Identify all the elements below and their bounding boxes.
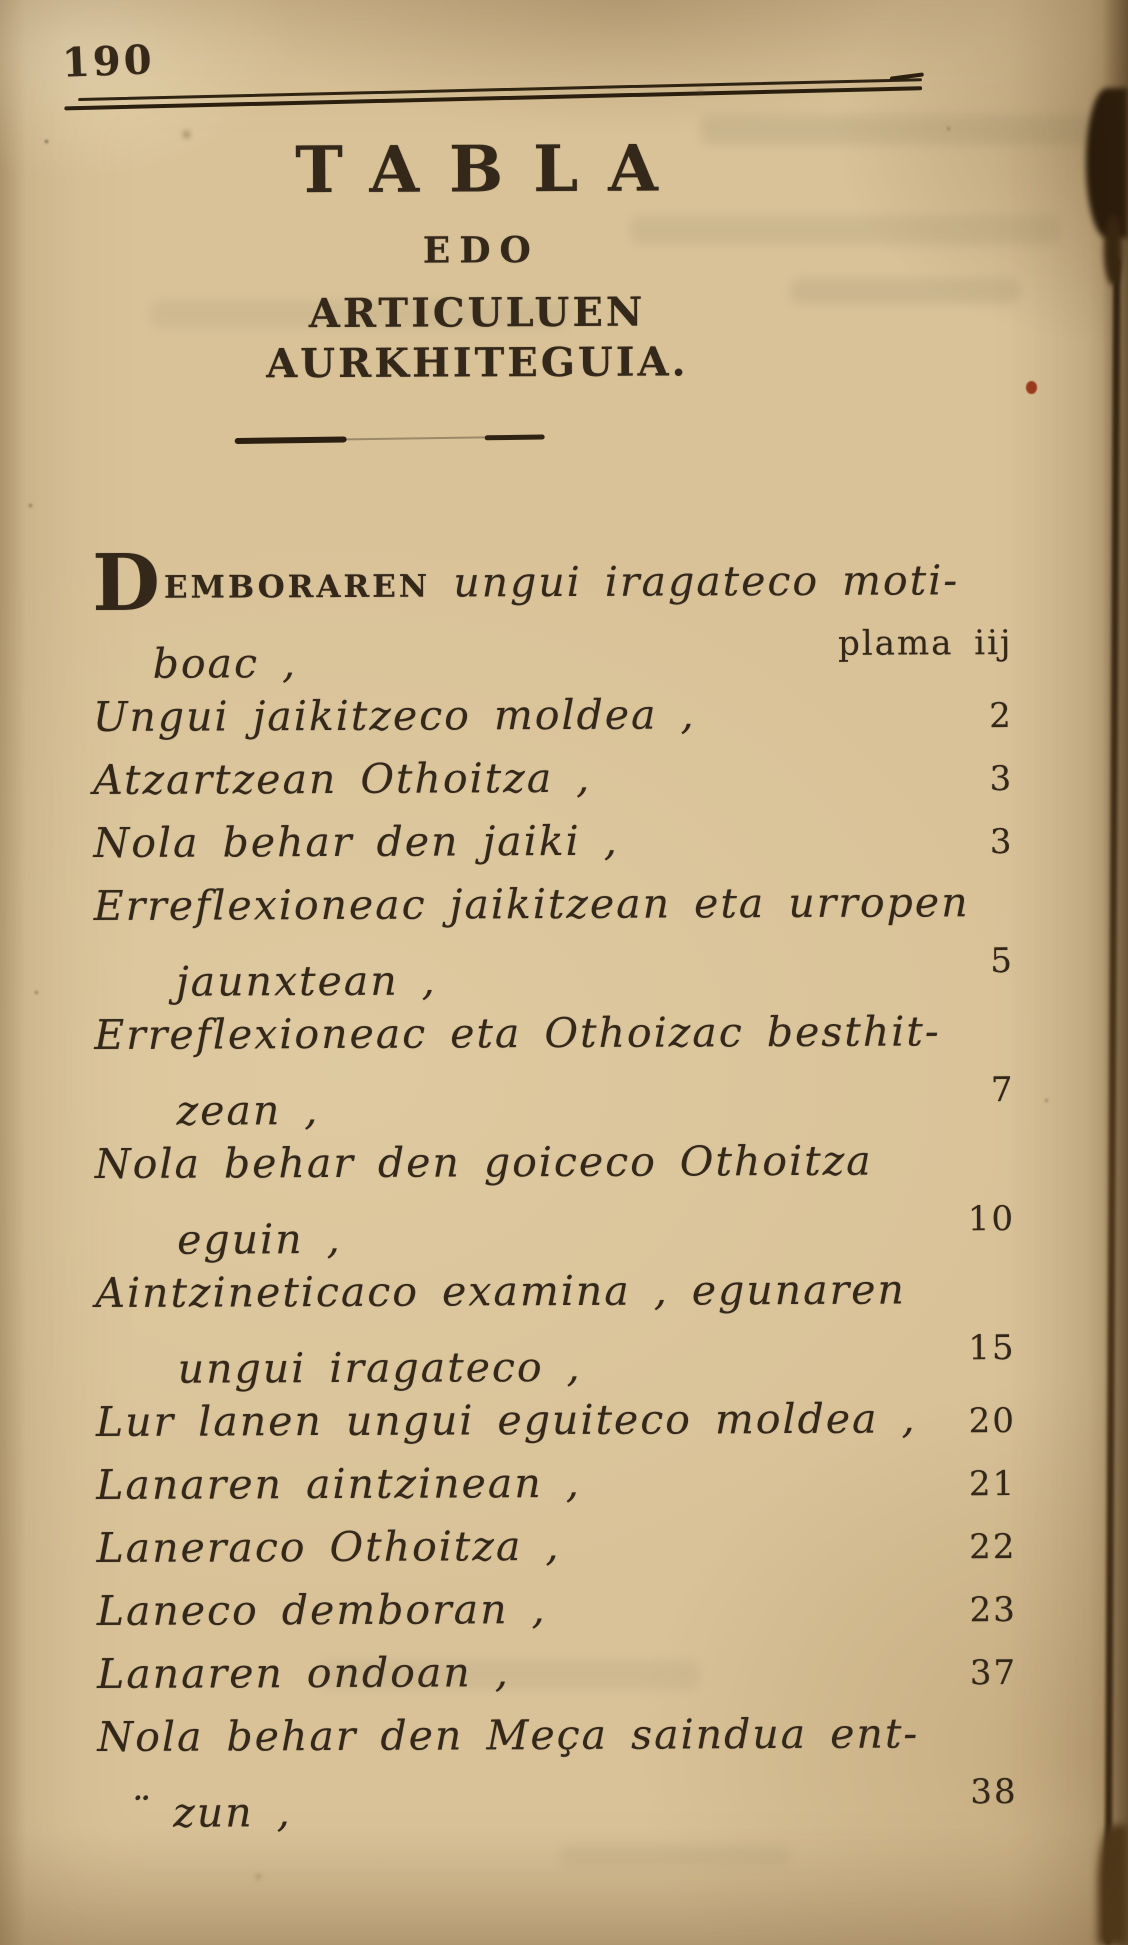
entry-line — [93, 813, 1055, 872]
entry-line — [96, 1455, 1058, 1514]
entry-text: Aintzineticaco examina , egunaren — [95, 1265, 906, 1318]
entry-text: Laneraco Othoitza , — [96, 1522, 561, 1573]
entry-text: eguin , — [177, 1214, 342, 1264]
toc-entry — [97, 1581, 1059, 1640]
title-block — [86, 133, 867, 444]
entry-page-number: 15 — [968, 1328, 1016, 1369]
toc-entry — [97, 1707, 1060, 1842]
entry-text: zean , — [176, 1086, 320, 1135]
entry-text: Atzartzean Othoitza , — [93, 753, 592, 805]
entry-line — [96, 1392, 1058, 1451]
red-ink-speck — [1026, 381, 1037, 394]
entry-text: Lanaren aintzinean , — [96, 1458, 581, 1510]
entry-line — [97, 1707, 1059, 1763]
entry-page-number: 3 — [989, 822, 1014, 863]
toc-entry — [94, 1005, 1057, 1140]
toc-entry — [93, 687, 1055, 746]
entry-continuation-line — [94, 941, 1056, 1011]
entry-page-number: 3 — [989, 759, 1014, 800]
entry-text: Lur lanen ungui eguiteco moldea , — [95, 1394, 917, 1447]
entry-line — [93, 750, 1055, 809]
small-caps-word: EMBORAREN — [163, 568, 431, 606]
entry-line — [94, 876, 1056, 932]
title-connector: EDO — [422, 229, 540, 272]
entry-page-number: 37 — [969, 1653, 1018, 1694]
section-divider — [235, 432, 545, 445]
entry-continuation-line — [96, 1328, 1058, 1398]
entry-page-number: plama iij — [837, 623, 1013, 664]
entry-text: Nola behar den jaiki , — [93, 816, 619, 868]
entry-text: Nola behar den goiceco Othoitza — [94, 1136, 873, 1189]
toc-entry — [94, 876, 1057, 1011]
binding-shadow-mark — [1104, 215, 1122, 285]
entry-text: ¨ zun , — [127, 1788, 292, 1837]
entry-page-number: 22 — [969, 1527, 1017, 1568]
paper-specks — [0, 0, 1, 1]
binding-shadow-top-right — [1086, 88, 1128, 238]
entry-line — [96, 1518, 1058, 1577]
entry-line — [95, 1263, 1057, 1319]
entry-text: boac , — [152, 639, 298, 688]
entry-page-number: 7 — [990, 1070, 1015, 1111]
toc-entry — [96, 1455, 1058, 1514]
entry-text: Erreflexioneac eta Othoizac besthit- — [94, 1007, 941, 1060]
toc-entry — [96, 1392, 1058, 1451]
entry-page-number: 5 — [990, 941, 1015, 982]
page-number: 190 — [61, 36, 156, 87]
toc-entry — [93, 750, 1055, 809]
toc-entry — [93, 813, 1055, 872]
divider-segment — [347, 436, 485, 440]
page-subtitle: ARTICULUEN AURKHITEGUIA. — [266, 288, 689, 388]
entry-continuation-line — [98, 1772, 1060, 1842]
entry-text: Laneco demboran , — [96, 1585, 547, 1636]
entry-page-number: 21 — [968, 1464, 1017, 1505]
page-title: TABLA — [295, 131, 688, 209]
entry-text: Nola behar den Meça saindua ent- — [97, 1709, 920, 1762]
entry-line — [92, 537, 1054, 630]
entry-continuation-line — [93, 623, 1055, 693]
divider-segment — [235, 436, 347, 444]
entry-line — [97, 1644, 1059, 1703]
entry-line — [95, 1134, 1057, 1190]
toc-entry — [97, 1644, 1059, 1703]
toc-entry — [95, 1134, 1058, 1269]
entry-text: DEMBORAREN ungui iragateco moti- — [92, 537, 960, 630]
binding-shadow-bottom-right — [1098, 1825, 1128, 1945]
toc-entry — [95, 1263, 1058, 1398]
entry-page-number: 38 — [970, 1772, 1018, 1813]
entry-text: jaunxtean , — [175, 956, 437, 1006]
drop-cap: D — [92, 537, 161, 630]
table-of-contents — [92, 537, 1060, 1837]
header-double-rule — [64, 78, 922, 110]
entry-text: Erreflexioneac jaikitzean eta urropen — [93, 878, 970, 931]
entry-page-number: 2 — [989, 696, 1013, 737]
divider-segment — [485, 434, 545, 440]
entry-page-number: 20 — [968, 1401, 1017, 1442]
entry-text: ungui iragateco , — [177, 1342, 582, 1393]
entry-continuation-line — [94, 1070, 1056, 1140]
entry-page-number: 23 — [969, 1590, 1017, 1631]
entry-text: Ungui jaikitzeco moldea , — [92, 690, 696, 742]
entry-line — [94, 1005, 1056, 1061]
toc-entry — [96, 1518, 1058, 1577]
entry-text: Lanaren ondoan , — [96, 1648, 510, 1699]
toc-entry — [92, 537, 1055, 693]
entry-line — [93, 687, 1055, 746]
entry-line — [97, 1581, 1059, 1640]
entry-page-number: 10 — [967, 1199, 1016, 1240]
entry-continuation-line — [95, 1199, 1057, 1269]
